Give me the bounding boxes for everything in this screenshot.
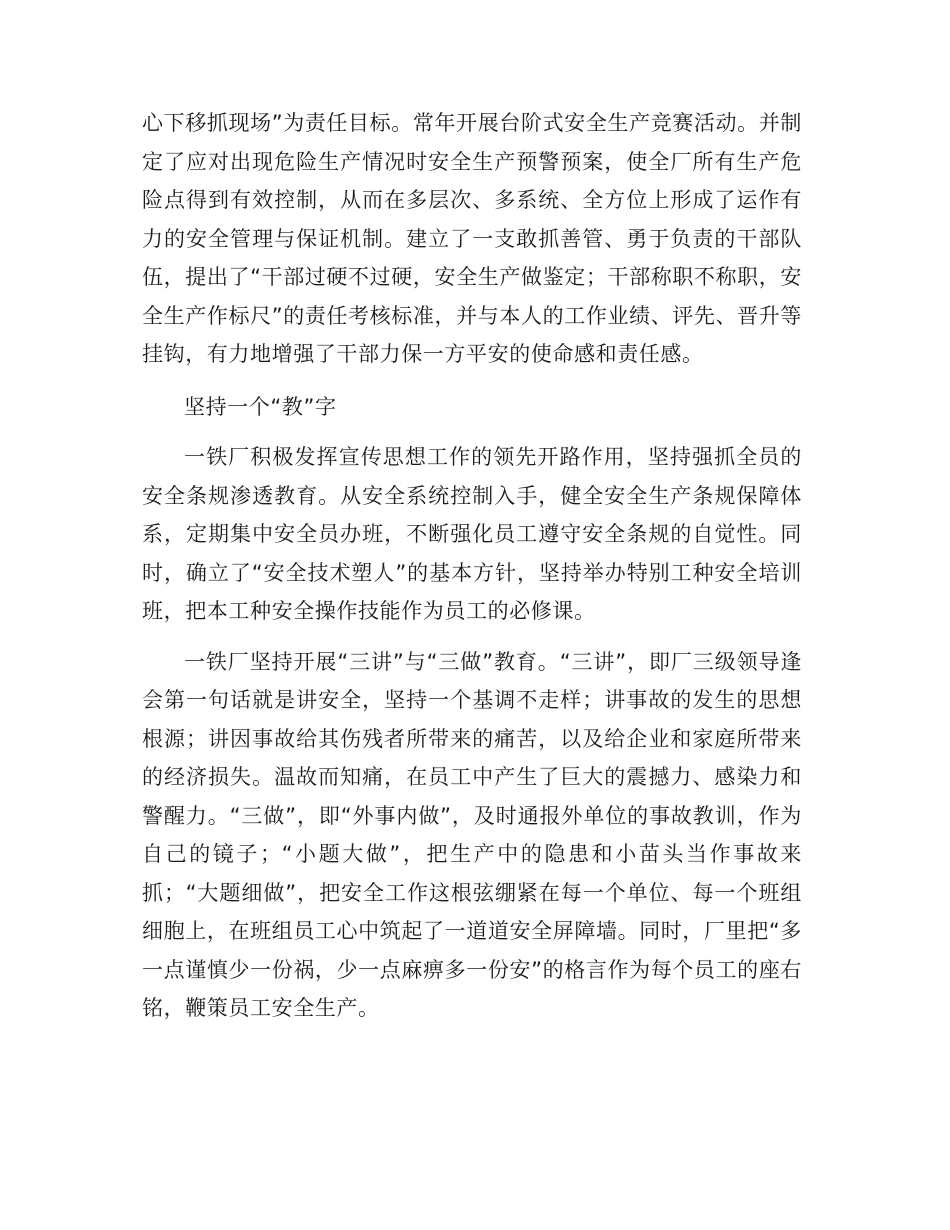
paragraph: 一铁厂积极发挥宣传思想工作的领先开路作用，坚持强抓全员的安全条规渗透教育。从安全系统控制入手，健全安全生产条规保障体系，定期集中安全员办班，不断强化员工遵守安全条规的自觉性。同时，确立了“安全技术塑人”的基本方针，坚持举办特别工种安全培训班，把本工种安全操作技能作为员工的必修课。 [142,445,802,623]
paragraph-continuation: 心下移抓现场”为责任目标。常年开展台阶式安全生产竞赛活动。并制定了应对出现危险生产情况时安全生产预警预案，使全厂所有生产危险点得到有效控制，从而在多层次、多系统、全方位上形成了运作有力的安全管理与保证机制。建立了一支敢抓善管、勇于负责的干部队伍，提出了“干部过硬不过硬，安全生产做鉴定；干部称职不称职，安全生产作标尺”的责任考核标准，并与本人的工作业绩、评先、晋升等挂钩，有力地增强了干部力保一方平安的使命感和责任感。 [142,111,802,366]
document-body [142,104,802,1040]
paragraph: 一铁厂坚持开展“三讲”与“三做”教育。“三讲”，即厂三级领导逢会第一句话就是讲安全，坚持一个基调不走样；讲事故的发生的思想根源；讲因事故给其伤残者所带来的痛苦，以及给企业和家庭所带来的经济损失。温故而知痛，在员工中产生了巨大的震撼力、感染力和警醒力。“三做”，即“外事内做”，及时通报外单位的事故教训，作为自己的镜子；“小题大做”，把生产中的隐患和小苗头当作事故来抓；“大题细做”，把安全工作这根弦绷紧在每一个单位、每一个班组细胞上，在班组员工心中筑起了一道道安全屏障墙。同时，厂里把“多一点谨慎少一份祸，少一点麻痹多一份安”的格言作为每个员工的座右铭，鞭策员工安全生产。 [142,649,802,1020]
section-heading: 坚持一个“教”字 [184,394,337,419]
